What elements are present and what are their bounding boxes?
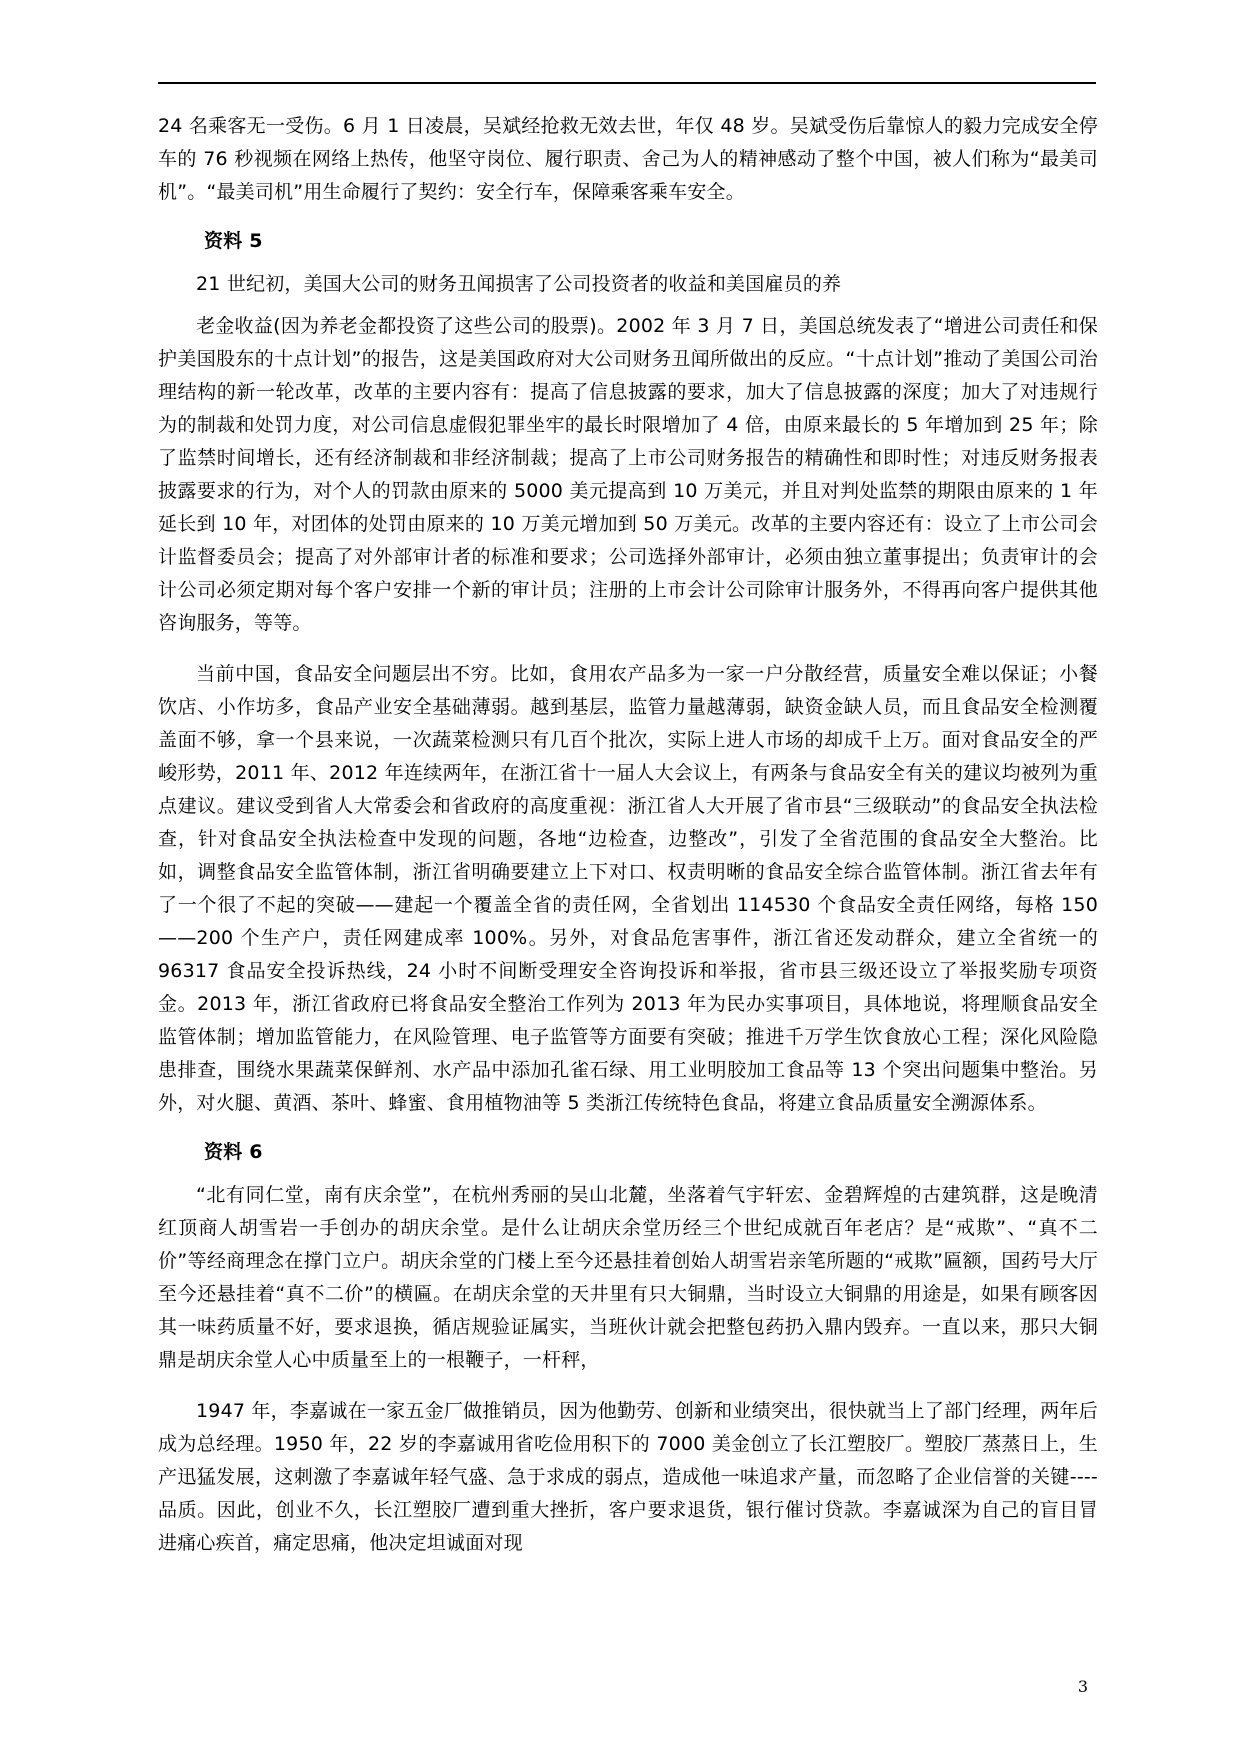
paragraph-ten-point-plan: 老金收益(因为养老金都投资了这些公司的股票)。2002 年 3 月 7 日，美国总统发表了“增进公司责任和保护美国股东的十点计划”的报告，这是美国政府对大公司财务丑闻所做出的反应。“十点计划”推动了美国公司治理结构的新一轮改革，改革的主要内容有：提高了信息披露的要求，加大了信息披露的深度；加大了对违规行为的制裁和处罚力度，对公司信息虚假犯罪坐牢的最长时限增加了 4 倍，由原来最长的 5 年增加到 25 年；除了监禁时间增长，还有经济制裁和非经济制裁；提高了上市公司财务报告的精确性和即时性；对违反财务报表披露要求的行为，对个人的罚款由原来的 5000 美元提高到 10 万美元，并且对判处监禁的期限由原来的 1 年延长到 10 年，对团体的处罚由原来的 10 万美元增加到 50 万美元。改革的主要内容还有：设立了上市公司会计监督委员会；提高了对外部审计者的标准和要求；公司选择外部审计，必须由独立董事提出；负责审计的会计公司必须定期对每个客户安排一个新的审计员；注册的上市会计公司除审计服务外，不得再向客户提供其他咨询服务，等等。 — [158, 315, 1098, 634]
section-heading-material-6: 资料 6 — [204, 1141, 263, 1163]
page-number: 3 — [1077, 1677, 1088, 1696]
paragraph-hu-qing-yu-tang: “北有同仁堂，南有庆余堂”，在杭州秀丽的吴山北麓，坐落着气宇轩宏、金碧辉煌的古建筑群，这是晚清红顶商人胡雪岩一手创办的胡庆余堂。是什么让胡庆余堂历经三个世纪成就百年老店？是“戒欺”、“真不二价”等经商理念在撑门立户。胡庆余堂的门楼上至今还悬挂着创始人胡雪岩亲笔所题的“戒欺”匾额，国药号大厅至今还悬挂着“真不二价”的横匾。在胡庆余堂的天井里有只大铜鼎，当时设立大铜鼎的用途是，如果有顾客因其一味药质量不好，要求退换，循店规验证属实，当班伙计就会把整包药扔入鼎内毁弃。一直以来，那只大铜鼎是胡庆余堂人心中质量至上的一根鞭子，一杆秤， — [158, 1184, 1098, 1371]
paragraph-us-scandal-intro: 21 世纪初，美国大公司的财务丑闻损害了公司投资者的收益和美国雇员的养 — [196, 273, 842, 295]
document-body — [158, 110, 1098, 1560]
header-rule — [158, 82, 1096, 84]
paragraph-driver-story: 24 名乘客无一受伤。6 月 1 日凌晨，吴斌经抢救无效去世，年仅 48 岁。吴斌受伤后靠惊人的毅力完成安全停车的 76 秒视频在网络上热传，他坚守岗位、履行职责、舍己为人的精神感动了整个中国，被人们称为“最美司机”。“最美司机”用生命履行了契约：安全行车，保障乘客乘车安全。 — [158, 115, 1098, 203]
paragraph-li-ka-shing: 1947 年，李嘉诚在一家五金厂做推销员，因为他勤劳、创新和业绩突出，很快就当上了部门经理，两年后成为总经理。1950 年，22 岁的李嘉诚用省吃俭用积下的 7000 美金创立了长江塑胶厂。塑胶厂蒸蒸日上，生产迅猛发展，这刺激了李嘉诚年轻气盛、急于求成的弱点，造成他一味追求产量，而忽略了企业信誉的关键----品质。因此，创业不久，长江塑胶厂遭到重大挫折，客户要求退货，银行催讨贷款。李嘉诚深为自己的盲目冒进痛心疾首，痛定思痛，他决定坦诚面对现 — [158, 1400, 1098, 1554]
paragraph-china-food-safety: 当前中国，食品安全问题层出不穷。比如，食用农产品多为一家一户分散经营，质量安全难以保证；小餐饮店、小作坊多，食品产业安全基础薄弱。越到基层，监管力量越薄弱，缺资金缺人员，而且食品安全检测覆盖面不够，拿一个县来说，一次蔬菜检测只有几百个批次，实际上进人市场的却成千上万。面对食品安全的严峻形势，2011 年、2012 年连续两年，在浙江省十一届人大会议上，有两条与食品安全有关的建议均被列为重点建议。建议受到省人大常委会和省政府的高度重视：浙江省人大开展了省市县“三级联动”的食品安全执法检查，针对食品安全执法检查中发现的问题，各地“边检查，边整改”，引发了全省范围的食品安全大整治。比如，调整食品安全监管体制，浙江省明确要建立上下对口、权责明晰的食品安全综合监管体制。浙江省去年有了一个很了不起的突破——建起一个覆盖全省的责任网，全省划出 114530 个食品安全责任网络，每格 150——200 个生产户，责任网建成率 100%。另外，对食品危害事件，浙江省还发动群众，建立全省统一的 96317 食品安全投诉热线，24 小时不间断受理安全咨询投诉和举报，省市县三级还设立了举报奖励专项资金。2013 年，浙江省政府已将食品安全整治工作列为 2013 年为民办实事项目，具体地说，将理顺食品安全监管体制；增加监管能力，在风险管理、电子监管等方面要有突破；推进千万学生饮食放心工程；深化风险隐患排查，围绕水果蔬菜保鲜剂、水产品中添加孔雀石绿、用工业明胶加工食品等 13 个突出问题集中整治。另外，对火腿、黄酒、茶叶、蜂蜜、食用植物油等 5 类浙江传统特色食品，将建立食品质量安全溯源体系。 — [158, 663, 1098, 1114]
section-heading-material-5: 资料 5 — [204, 230, 263, 252]
